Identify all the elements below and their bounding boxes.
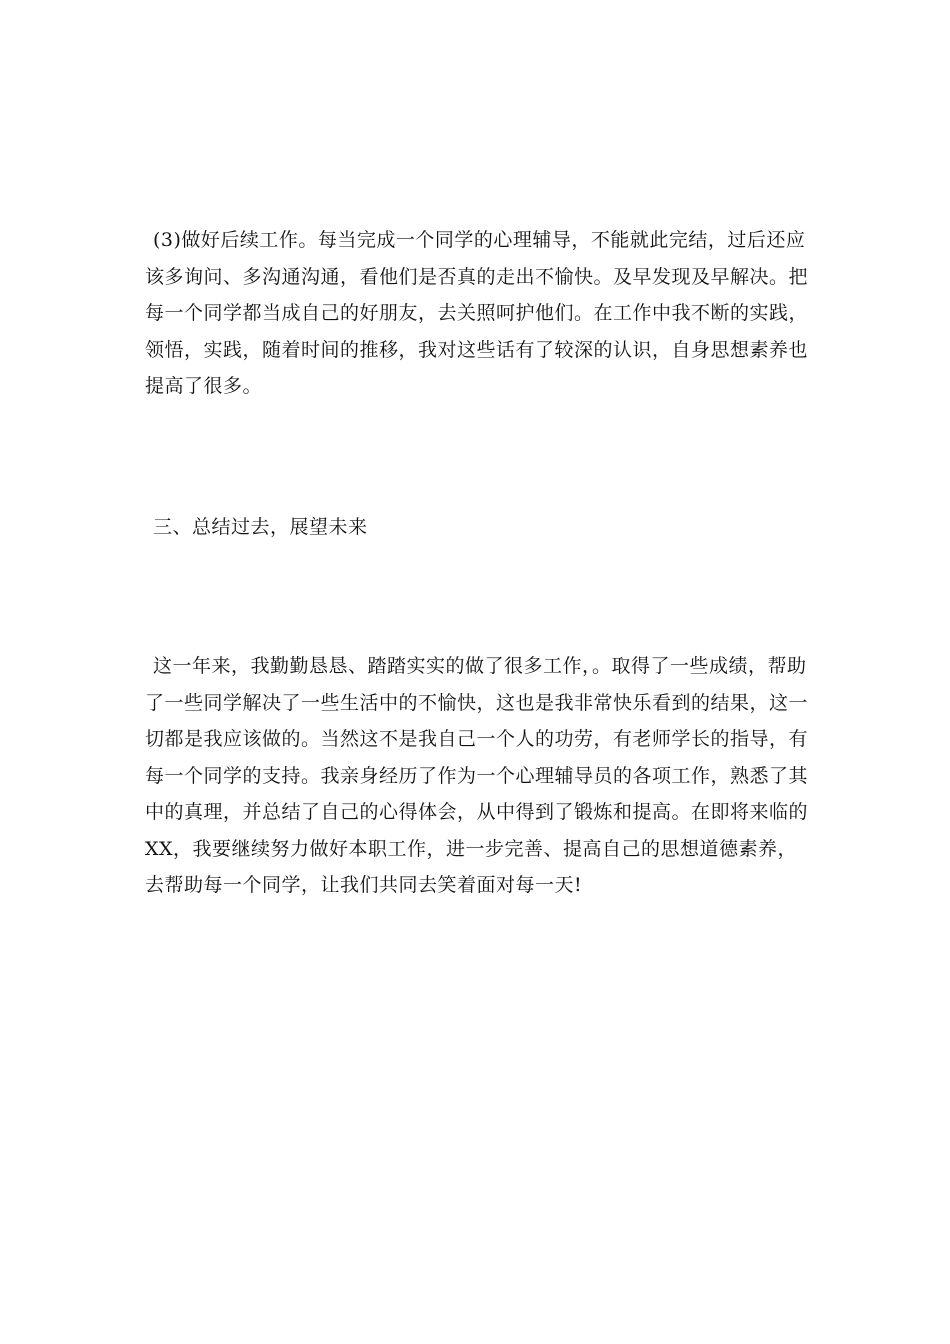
paragraph-summary: 这一年来，我勤勤恳恳、踏踏实实的做了很多工作，。取得了一些成绩，帮助了一些同学解决了一些生活中的不愉快，这也是我非常快乐看到的结果，这一切都是我应该做的。当然这不是我自己一个人的功劳，有老师学长的指导，有每一个同学的支持。我亲身经历了作为一个心理辅导员的各项工作，熟悉了其中的真理，并总结了自己的心得体会，从中得到了锻炼和提高。在即将来临的XX，我要继续努力做好本职工作，进一步完善、提高自己的思想道德素养，去帮助每一个同学，让我们共同去笑着面对每一天! [145,655,809,896]
paragraph-follow-up-work: (3)做好后续工作。每当完成一个同学的心理辅导，不能就此完结，过后还应该多询问、多沟通沟通，看他们是否真的走出不愉快。及早发现及早解决。把每一个同学都当成自己的好朋友，去关照呵护他们。在工作中我不断的实践，领悟，实践，随着时间的推移，我对这些话有了较深的认识，自身思想素养也提高了很多。 [145,229,809,397]
section-heading: 三、总结过去，展望未来 [153,516,368,538]
